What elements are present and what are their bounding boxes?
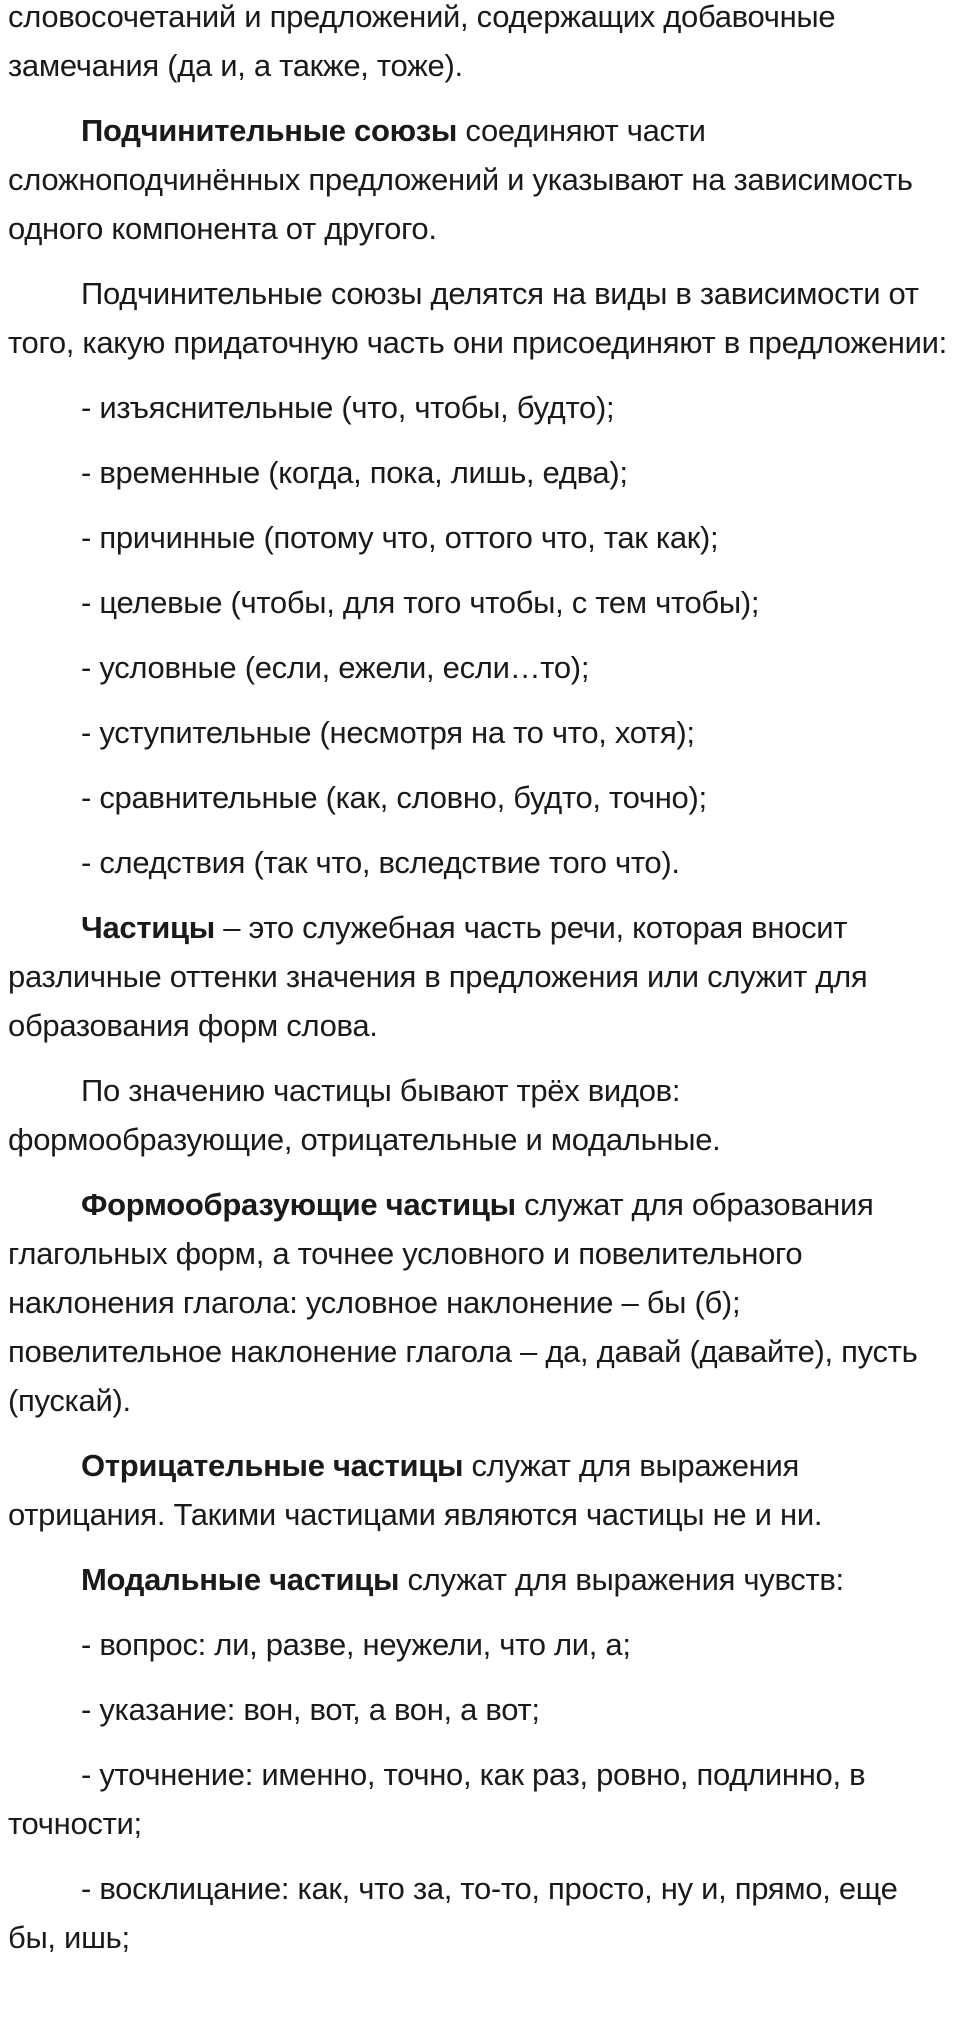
- paragraph-subordinating-conjunctions: [8, 106, 950, 253]
- term-modal-particles: Модальные частицы: [81, 1562, 400, 1597]
- paragraph-text: словосочетаний и предложений, содержащих добавочные замечания (да и, а также, тоже).: [8, 0, 836, 83]
- paragraph-text: – это служебная часть речи, которая вносит различные оттенки значения в предложения или служит для образования форм слова.: [8, 910, 868, 1043]
- paragraph-text: служат для выражения отрицания. Такими частицами являются частицы не и ни.: [8, 1448, 823, 1532]
- list-item: - следствия (так что, вследствие того что).: [81, 845, 680, 880]
- list-item: - восклицание: как, что за, то-то, просто, ну и, прямо, еще бы, ишь;: [8, 1871, 898, 1955]
- paragraph-text: Подчинительные союзы делятся на виды в зависимости от того, какую придаточную часть они присоединяют в предложении:: [8, 276, 947, 360]
- paragraph-text: соединяют части сложноподчинённых предложений и указывают на зависимость одного компонента от другого.: [8, 113, 913, 246]
- paragraph-formative-particles: [8, 1180, 950, 1425]
- list-item: - временные (когда, пока, лишь, едва);: [81, 455, 628, 490]
- list-item: - вопрос: ли, разве, неужели, что ли, а;: [81, 1627, 631, 1662]
- term-formative-particles: Формообразующие частицы: [81, 1187, 516, 1222]
- list-item: - указание: вон, вот, а вон, а вот;: [81, 1692, 540, 1727]
- list-item: - уточнение: именно, точно, как раз, ровно, подлинно, в точности;: [8, 1757, 866, 1841]
- paragraph-modal-particles: [8, 1555, 950, 1604]
- paragraph-conjunction-types-intro: [8, 269, 950, 367]
- list-item: - уступительные (несмотря на то что, хотя);: [81, 715, 695, 750]
- term-subordinating-conjunctions: Подчинительные союзы: [81, 113, 458, 148]
- term-negative-particles: Отрицательные частицы: [81, 1448, 464, 1483]
- paragraph-text: служат для образования глагольных форм, а точнее условного и повелительного наклонения глагола: условное наклонение – бы (б); повелительное наклонение глагола – да, давай (давайте), пусть (пускай).: [8, 1187, 918, 1418]
- paragraph-particles-definition: [8, 903, 950, 1050]
- term-particles: Частицы: [81, 910, 215, 945]
- paragraph-text: служат для выражения чувств:: [399, 1562, 844, 1597]
- list-item: - причинные (потому что, оттого что, так как);: [81, 520, 719, 555]
- list-item: - условные (если, ежели, если…то);: [81, 650, 590, 685]
- paragraph-particle-kinds: [8, 1066, 950, 1164]
- paragraph-text: По значению частицы бывают трёх видов: формообразующие, отрицательные и модальные.: [8, 1073, 721, 1157]
- list-item: - целевые (чтобы, для того чтобы, с тем чтобы);: [81, 585, 760, 620]
- list-item: - изъяснительные (что, чтобы, будто);: [81, 390, 615, 425]
- list-item: - сравнительные (как, словно, будто, точно);: [81, 780, 707, 815]
- paragraph-additive-remarks: [8, 0, 950, 90]
- paragraph-negative-particles: [8, 1441, 950, 1539]
